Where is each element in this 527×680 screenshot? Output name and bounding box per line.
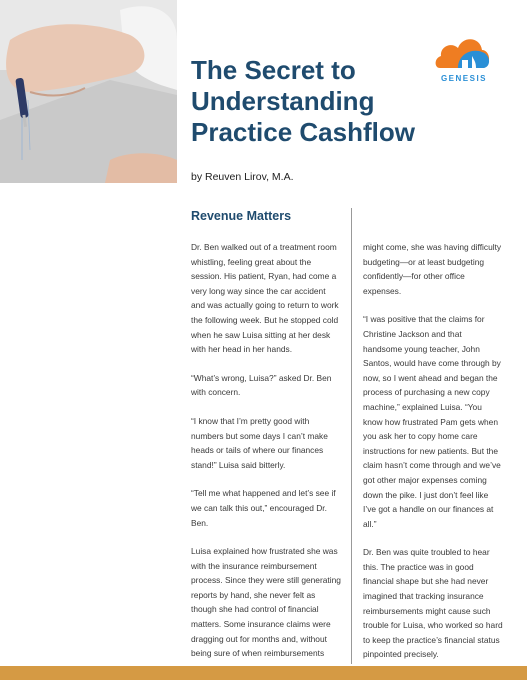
paragraph: “Tell me what happened and let’s see if we can talk this out,” encouraged Dr. Ben. [191,488,336,528]
author-byline: by Reuven Lirov, M.A. [191,171,294,183]
paragraph: Dr. Ben walked out of a treatment room whistling, feeling great about the session. His patient, Ryan, had come a very long way since the car accident and was actually going to return to work the following week. But he stopped cold when he saw Luisa sitting at her desk with her head in her hands. [191,242,339,355]
paragraph: “I know that I’m pretty good with numbers but some days I can’t make heads or tails of where our finances stand!” Luisa said bitterly. [191,415,328,470]
title-line-3: Practice Cashflow [191,117,415,147]
paragraph: “I was positive that the claims for Christine Jackson and that handsome young teacher, John Santos, would have come through by now, so I went ahead and began the process of purchasing a new copy machine,” explained Luisa. “You know how frustrated Pam gets when you ask her to copy home care instructions for new patients. But the claim hasn’t come through and we’ve got other major expenses coming down the pike. I just don’t feel like I’ve got a handle on our finances at all.” [363,314,501,529]
title-line-2: Understanding [191,86,375,116]
article-title [191,55,451,148]
logo-wordmark: GENESIS [440,74,488,83]
right-column [363,240,503,676]
paragraph: might come, she was having difficulty budgeting—or at least budgeting confidently—for other office expenses. [363,242,502,296]
title-line-1: The Secret to [191,55,356,85]
paragraph: Luisa explained how frustrated she was with the insurance reimbursement process. Since they were still generating reports by hand, she never felt as though she had control of financial matters. Some insurance claims were dragging out for months and, without being sure of when reimbursements [191,546,341,659]
hand-writing-illustration [0,0,177,183]
paragraph: “What’s wrong, Luisa?” asked Dr. Ben with concern. [191,372,332,398]
section-heading: Revenue Matters [191,209,292,223]
paragraph: Dr. Ben was quite troubled to hear this. The practice was in good financial shape but she had never imagined that tracking insurance reimbursements might cause such trouble for Luisa, who worked so hard to keep the practice’s financial status pinpointed precisely. [363,547,503,660]
column-divider [351,208,352,664]
left-column [191,240,341,675]
footer-bar [0,666,527,680]
hand-writing-photo [0,0,177,183]
